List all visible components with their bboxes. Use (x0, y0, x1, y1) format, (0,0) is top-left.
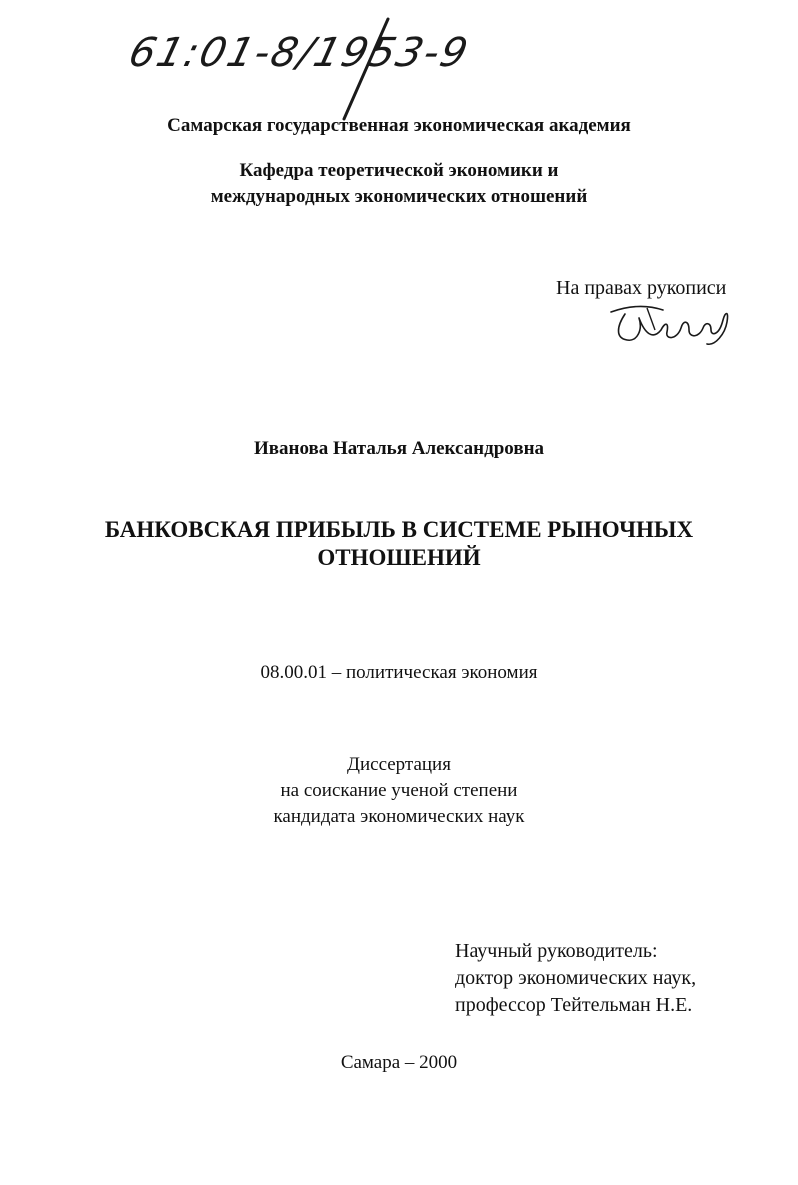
dissertation-title-line-2: ОТНОШЕНИЙ (317, 545, 481, 570)
author-name-text: Иванова Наталья Александровна (253, 438, 545, 459)
academy-name-text: Самарская государственная экономическая академия (167, 115, 631, 136)
handwritten-signature (603, 300, 733, 350)
department-name (0, 158, 798, 210)
city-year (0, 1050, 798, 1076)
specialty-text: 08.00.01 – политическая экономия (260, 662, 538, 683)
archive-number-text: 61:01-8/1953-9 (124, 30, 475, 76)
supervisor-line-2: доктор экономических наук, (455, 967, 697, 989)
specialty-code (0, 660, 798, 686)
department-line-1: Кафедра теоретической экономики и (239, 160, 559, 181)
dissertation-title-line-1: БАНКОВСКАЯ ПРИБЫЛЬ В СИСТЕМЕ РЫНОЧНЫХ (104, 517, 694, 542)
city-year-text: Самара – 2000 (340, 1052, 458, 1073)
handwritten-archive-number (124, 30, 474, 76)
degree-line-3: кандидата экономических наук (273, 806, 525, 827)
supervisor-line-1: Научный руководитель: (455, 940, 658, 962)
manuscript-note (556, 275, 726, 302)
degree-line-1: Диссертация (347, 754, 451, 775)
academy-name (0, 113, 798, 139)
dissertation-title (0, 516, 798, 572)
degree-line-2: на соискание ученой степени (280, 780, 518, 801)
manuscript-note-text: На правах рукописи (556, 277, 727, 299)
department-line-2: международных экономических отношений (210, 186, 588, 207)
author-name (0, 436, 798, 462)
supervisor-line-3: профессор Тейтельман Н.Е. (455, 994, 693, 1016)
handwritten-slash-mark (330, 15, 400, 125)
supervisor-block (455, 938, 696, 1019)
degree-block (0, 752, 798, 830)
